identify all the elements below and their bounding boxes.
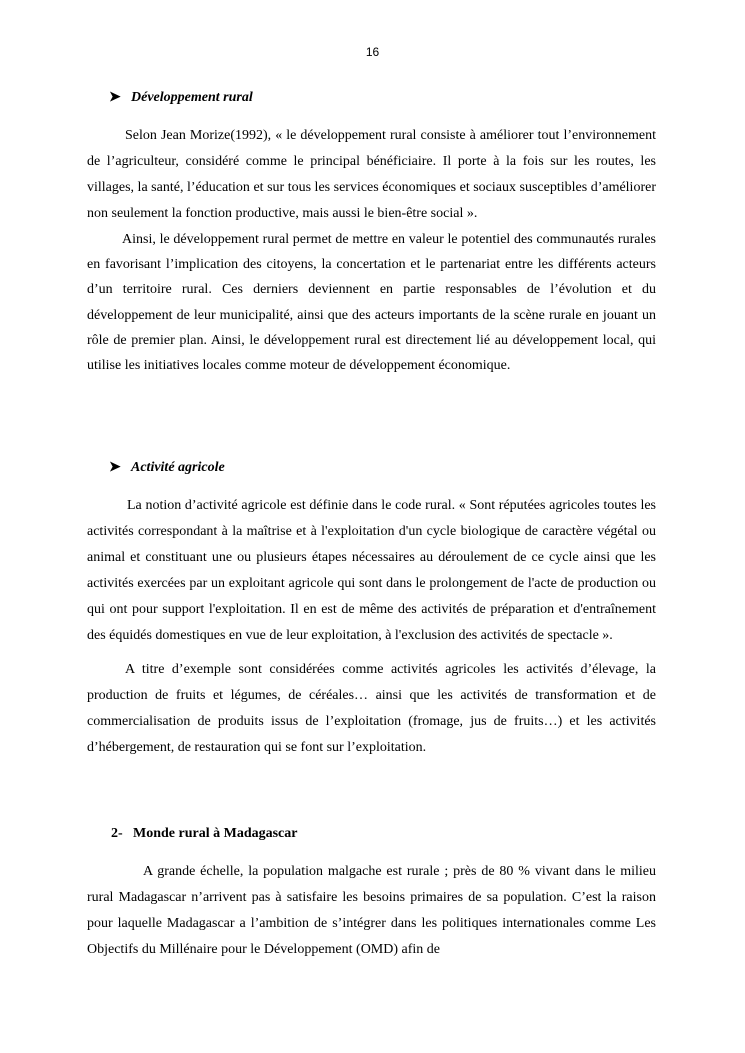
paragraph: La notion d’activité agricole est définie dans le code rural. « Sont réputées agricoles toutes les activités correspondant à la maîtrise et à l'exploitation d'un cycle biologique de caractère végétal ou animal et constituant une ou plusieurs étapes nécessaires au déroulement de ce cycle ainsi que les activités exercées par un exploitant agricole qui sont dans le prolongement de l'acte de production ou qui ont pour support l'exploitation. Il en est de même des activités de préparation et d'entraînement des équidés domestiques en vue de leur exploitation, à l'exclusion des activités de spectacle ». [87,498,656,643]
paragraph: A titre d’exemple sont considérées comme activités agricoles les activités d’élevage, la production de fruits et légumes, de céréales… ainsi que les activités de transformation et de commercialisation de produits issus de l’exploitation (fromage, jus de fruits…) et les activités d’hébergement, de restauration qui se font sur l’exploitation. [87,662,656,755]
section-developpement-rural [87,89,656,378]
paragraph: Ainsi, le développement rural permet de mettre en valeur le potentiel des communautés rurales en favorisant l’implication des citoyens, la concertation et le partenariat entre les différents acteurs d’un territoire rural. Ces derniers deviennent en partie responsables de l’évolution et du développement de leur municipalité, ainsi que des acteurs importants de la scène rurale en jouant un rôle de premier plan. Ainsi, le développement rural est directement lié au développement local, qui utilise les initiatives locales comme moteur de développement économique. [87,232,656,374]
arrow-bullet-icon: ➤ [109,460,121,475]
section-heading [87,459,656,477]
arrow-bullet-icon: ➤ [109,90,121,105]
heading-text: Activité agricole [131,460,225,475]
heading-number: 2- [111,826,123,841]
heading-text: Monde rural à Madagascar [133,826,298,841]
paragraph: Selon Jean Morize(1992), « le développement rural consiste à améliorer tout l’environnement de l’agriculteur, considéré comme le principal bénéficiaire. Il porte à la fois sur les routes, les villages, la santé, l’éducation et sur tous les services économiques et sociaux susceptibles d’améliorer non seulement la fonction productive, mais aussi le bien-être social ». [87,128,656,221]
page-number: 16 [365,45,380,59]
section-monde-rural-madagascar [87,825,656,963]
section-heading [87,89,656,107]
section-activite-agricole [87,459,656,761]
heading-text: Développement rural [131,90,253,105]
paragraph: A grande échelle, la population malgache est rurale ; près de 80 % vivant dans le milieu rural Madagascar n’arrivent pas à satisfaire les besoins primaires de sa population. C’est la raison pour laquelle Madagascar a l’ambition de s’intégrer dans les politiques internationales comme Les Objectifs du Millénaire pour le Développement (OMD) afin de [87,864,656,957]
numbered-heading [87,825,656,843]
